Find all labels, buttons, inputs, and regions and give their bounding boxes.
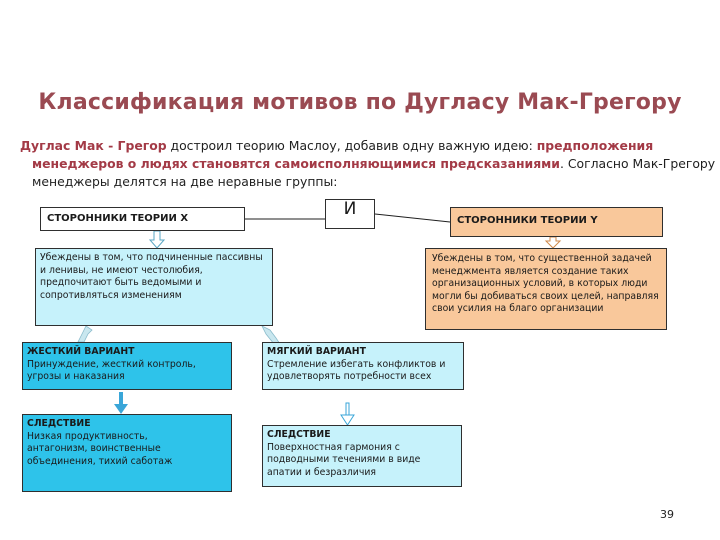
theory-y-desc-line: менеджмента является создание таких <box>432 265 629 277</box>
hard-variant-box <box>22 342 232 390</box>
soft-consequence-line: подводными течениями в виде <box>267 454 421 466</box>
theory-x-desc-line: и ленивы, не имеют честолюбия, <box>40 264 203 276</box>
soft-variant-title: МЯГКИЙ ВАРИАНТ <box>267 346 366 357</box>
hard-variant-line: Принуждение, жесткий контроль, <box>27 358 196 370</box>
intro-author: Дуглас Мак - Грегор <box>20 138 167 153</box>
and-label: И <box>325 199 375 229</box>
theory-y-description <box>425 248 667 330</box>
arrow-hard-cons <box>114 392 128 414</box>
intro-text-c: менеджеры делятся на две неравные группы: <box>32 174 338 189</box>
theory-x-header: СТОРОННИКИ ТЕОРИИ Х <box>40 207 245 231</box>
theory-x-desc-line: сопротивляться изменениям <box>40 289 182 301</box>
theory-x-desc-line: Убеждены в том, что подчиненные пассивны <box>40 252 263 263</box>
soft-variant-line: Стремление избегать конфликтов и <box>267 358 446 370</box>
hard-consequence-title: СЛЕДСТВИЕ <box>27 418 91 429</box>
arrow-desc-hard <box>78 326 92 342</box>
soft-consequence-line: апатии и безразличия <box>267 466 376 478</box>
soft-variant-box <box>262 342 464 390</box>
theory-y-desc-line: свои усилия на благо организации <box>432 303 604 315</box>
arrow-x-desc <box>150 231 164 248</box>
soft-consequence-line: Поверхностная гармония с <box>267 441 400 453</box>
theory-y-desc-line: могли бы добиваться своих целей, направляя <box>432 290 659 302</box>
theory-x-description <box>35 248 273 326</box>
soft-consequence-box <box>262 425 462 487</box>
theory-y-desc-line: Убеждены в том, что существенной задачей <box>432 253 652 264</box>
arrow-y-desc <box>546 237 560 248</box>
hard-consequence-line: объединения, тихий саботаж <box>27 455 173 467</box>
intro-highlight-a: предположения <box>536 138 654 153</box>
intro-paragraph <box>20 137 715 191</box>
intro-text-a: достроил теорию Маслоу, добавив одну важную идею: <box>166 138 537 153</box>
intro-highlight-b: менеджеров о людях становятся самоисполняющимися предсказаниями <box>32 156 560 171</box>
intro-text-b: . Согласно Мак-Грегору <box>559 156 716 171</box>
slide-title: Классификация мотивов по Дугласу Мак-Грегору <box>38 90 682 115</box>
hard-variant-line: угрозы и наказания <box>27 371 125 383</box>
theory-x-desc-line: предпочитают быть ведомыми и <box>40 277 202 289</box>
connector-and-y <box>375 214 450 222</box>
theory-y-header: СТОРОННИКИ ТЕОРИИ Y <box>450 207 663 237</box>
hard-variant-title: ЖЕСТКИЙ ВАРИАНТ <box>27 346 135 357</box>
soft-variant-line: удовлетворять потребности всех <box>267 371 432 383</box>
arrow-soft-cons <box>341 403 354 425</box>
hard-consequence-line: антагонизм, воинственные <box>27 443 161 455</box>
soft-consequence-title: СЛЕДСТВИЕ <box>267 429 331 440</box>
theory-y-desc-line: организационных условий, в которых люди <box>432 278 648 290</box>
page-number: 39 <box>660 508 674 521</box>
hard-consequence-box <box>22 414 232 492</box>
hard-consequence-line: Низкая продуктивность, <box>27 430 148 442</box>
